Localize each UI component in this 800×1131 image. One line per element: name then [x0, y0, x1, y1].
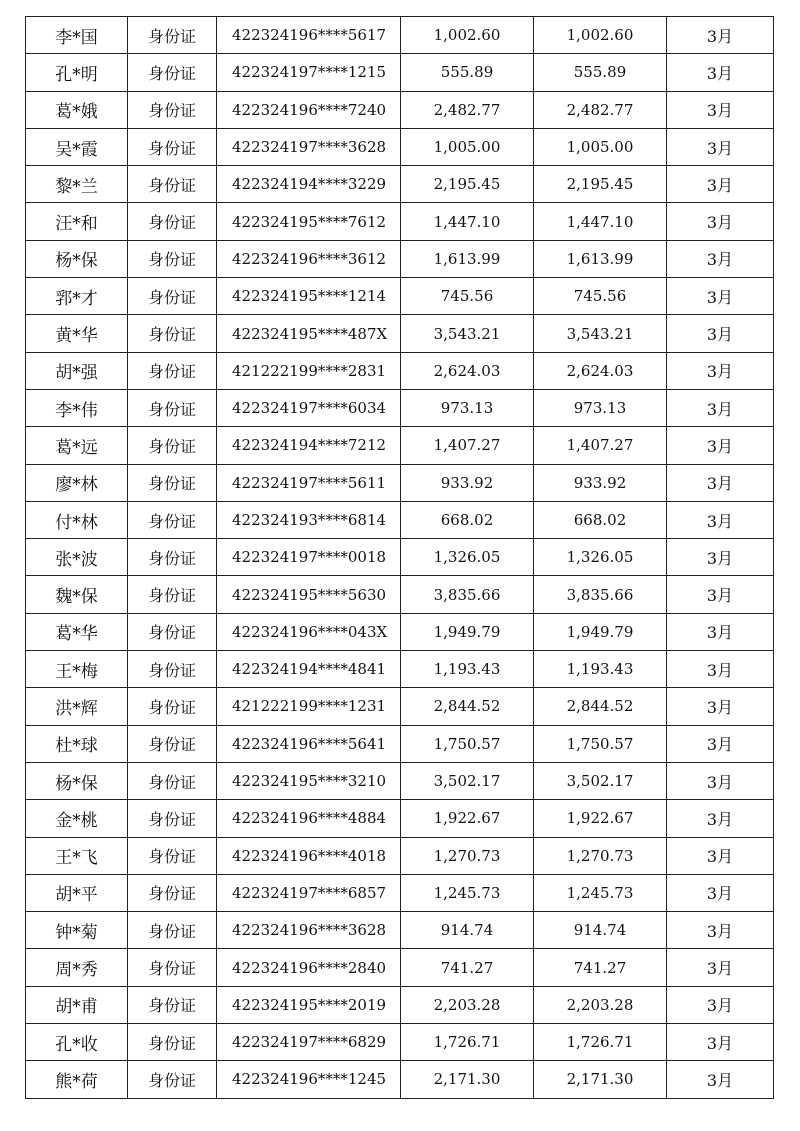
- amount-cell: 1,407.27: [401, 427, 534, 464]
- month-cell: 3月: [667, 576, 774, 613]
- month-cell: 3月: [667, 54, 774, 91]
- id-number-cell: 422324196****4884: [217, 800, 401, 837]
- table-row: [26, 91, 774, 128]
- amount-cell: 1,726.71: [401, 1024, 534, 1061]
- id-type-cell: 身份证: [128, 539, 217, 576]
- amount-cell: 1,002.60: [534, 17, 667, 54]
- name-cell: 胡*平: [26, 874, 128, 911]
- id-number-cell: 422324195****7612: [217, 203, 401, 240]
- amount-cell: 914.74: [534, 912, 667, 949]
- table-row: [26, 315, 774, 352]
- id-type-cell: 身份证: [128, 166, 217, 203]
- id-number-cell: 422324193****6814: [217, 501, 401, 538]
- name-cell: 孔*收: [26, 1024, 128, 1061]
- name-cell: 钟*菊: [26, 912, 128, 949]
- id-type-cell: 身份证: [128, 837, 217, 874]
- month-cell: 3月: [667, 464, 774, 501]
- table-row: [26, 54, 774, 91]
- table-row: [26, 501, 774, 538]
- id-number-cell: 422324195****5630: [217, 576, 401, 613]
- amount-cell: 973.13: [401, 389, 534, 426]
- amount-cell: 2,844.52: [401, 688, 534, 725]
- name-cell: 廖*林: [26, 464, 128, 501]
- month-cell: 3月: [667, 651, 774, 688]
- table-row: [26, 874, 774, 911]
- id-number-cell: 422324196****5641: [217, 725, 401, 762]
- table-row: [26, 1061, 774, 1098]
- id-type-cell: 身份证: [128, 949, 217, 986]
- name-cell: 王*飞: [26, 837, 128, 874]
- id-type-cell: 身份证: [128, 613, 217, 650]
- table-row: [26, 278, 774, 315]
- table-row: [26, 725, 774, 762]
- name-cell: 孔*明: [26, 54, 128, 91]
- id-type-cell: 身份证: [128, 128, 217, 165]
- name-cell: 葛*娥: [26, 91, 128, 128]
- amount-cell: 2,203.28: [401, 986, 534, 1023]
- month-cell: 3月: [667, 725, 774, 762]
- name-cell: 汪*和: [26, 203, 128, 240]
- amount-cell: 1,922.67: [401, 800, 534, 837]
- id-type-cell: 身份证: [128, 912, 217, 949]
- amount-cell: 741.27: [401, 949, 534, 986]
- name-cell: 洪*辉: [26, 688, 128, 725]
- amount-cell: 933.92: [534, 464, 667, 501]
- amount-cell: 555.89: [534, 54, 667, 91]
- id-number-cell: 422324197****5611: [217, 464, 401, 501]
- amount-cell: 1,005.00: [534, 128, 667, 165]
- id-number-cell: 422324195****3210: [217, 762, 401, 799]
- table-row: [26, 240, 774, 277]
- name-cell: 李*国: [26, 17, 128, 54]
- amount-cell: 1,193.43: [534, 651, 667, 688]
- table-row: [26, 949, 774, 986]
- month-cell: 3月: [667, 278, 774, 315]
- month-cell: 3月: [667, 1024, 774, 1061]
- table-row: [26, 837, 774, 874]
- month-cell: 3月: [667, 800, 774, 837]
- id-type-cell: 身份证: [128, 17, 217, 54]
- table-row: [26, 128, 774, 165]
- amount-cell: 1,193.43: [401, 651, 534, 688]
- id-type-cell: 身份证: [128, 576, 217, 613]
- table-row: [26, 352, 774, 389]
- month-cell: 3月: [667, 1061, 774, 1098]
- id-number-cell: 422324197****6857: [217, 874, 401, 911]
- id-number-cell: 422324197****6034: [217, 389, 401, 426]
- id-number-cell: 422324196****043X: [217, 613, 401, 650]
- name-cell: 金*桃: [26, 800, 128, 837]
- amount-cell: 3,835.66: [401, 576, 534, 613]
- table-row: [26, 17, 774, 54]
- table-row: [26, 1024, 774, 1061]
- id-number-cell: 422324194****3229: [217, 166, 401, 203]
- id-number-cell: 422324196****3612: [217, 240, 401, 277]
- month-cell: 3月: [667, 949, 774, 986]
- amount-cell: 1,447.10: [401, 203, 534, 240]
- id-type-cell: 身份证: [128, 278, 217, 315]
- id-number-cell: 422324194****7212: [217, 427, 401, 464]
- id-type-cell: 身份证: [128, 315, 217, 352]
- amount-cell: 2,624.03: [401, 352, 534, 389]
- name-cell: 杨*保: [26, 240, 128, 277]
- id-number-cell: 422324196****5617: [217, 17, 401, 54]
- table-row: [26, 651, 774, 688]
- name-cell: 胡*甫: [26, 986, 128, 1023]
- id-type-cell: 身份证: [128, 874, 217, 911]
- amount-cell: 2,624.03: [534, 352, 667, 389]
- month-cell: 3月: [667, 352, 774, 389]
- amount-cell: 741.27: [534, 949, 667, 986]
- payment-table-container: [25, 16, 774, 1099]
- month-cell: 3月: [667, 389, 774, 426]
- table-row: [26, 986, 774, 1023]
- amount-cell: 555.89: [401, 54, 534, 91]
- month-cell: 3月: [667, 166, 774, 203]
- amount-cell: 2,171.30: [534, 1061, 667, 1098]
- amount-cell: 1,613.99: [401, 240, 534, 277]
- name-cell: 杨*保: [26, 762, 128, 799]
- name-cell: 熊*荷: [26, 1061, 128, 1098]
- amount-cell: 3,835.66: [534, 576, 667, 613]
- amount-cell: 1,270.73: [534, 837, 667, 874]
- amount-cell: 668.02: [534, 501, 667, 538]
- amount-cell: 1,613.99: [534, 240, 667, 277]
- table-row: [26, 464, 774, 501]
- table-row: [26, 800, 774, 837]
- id-number-cell: 422324196****4018: [217, 837, 401, 874]
- amount-cell: 745.56: [401, 278, 534, 315]
- month-cell: 3月: [667, 240, 774, 277]
- name-cell: 李*伟: [26, 389, 128, 426]
- amount-cell: 933.92: [401, 464, 534, 501]
- table-row: [26, 688, 774, 725]
- id-number-cell: 422324194****4841: [217, 651, 401, 688]
- payment-table: [25, 16, 774, 1099]
- id-number-cell: 422324197****3628: [217, 128, 401, 165]
- month-cell: 3月: [667, 539, 774, 576]
- id-type-cell: 身份证: [128, 1061, 217, 1098]
- month-cell: 3月: [667, 912, 774, 949]
- table-row: [26, 427, 774, 464]
- id-type-cell: 身份证: [128, 464, 217, 501]
- amount-cell: 1,750.57: [401, 725, 534, 762]
- id-type-cell: 身份证: [128, 651, 217, 688]
- amount-cell: 3,543.21: [534, 315, 667, 352]
- month-cell: 3月: [667, 315, 774, 352]
- id-number-cell: 422324195****487X: [217, 315, 401, 352]
- id-type-cell: 身份证: [128, 501, 217, 538]
- amount-cell: 2,195.45: [401, 166, 534, 203]
- id-type-cell: 身份证: [128, 240, 217, 277]
- name-cell: 吴*霞: [26, 128, 128, 165]
- name-cell: 魏*保: [26, 576, 128, 613]
- month-cell: 3月: [667, 427, 774, 464]
- name-cell: 王*梅: [26, 651, 128, 688]
- month-cell: 3月: [667, 128, 774, 165]
- id-number-cell: 422324196****1245: [217, 1061, 401, 1098]
- month-cell: 3月: [667, 91, 774, 128]
- name-cell: 周*秀: [26, 949, 128, 986]
- month-cell: 3月: [667, 874, 774, 911]
- id-number-cell: 422324195****2019: [217, 986, 401, 1023]
- month-cell: 3月: [667, 203, 774, 240]
- id-number-cell: 422324197****0018: [217, 539, 401, 576]
- id-number-cell: 422324195****1214: [217, 278, 401, 315]
- amount-cell: 2,203.28: [534, 986, 667, 1023]
- amount-cell: 914.74: [401, 912, 534, 949]
- amount-cell: 1,726.71: [534, 1024, 667, 1061]
- id-type-cell: 身份证: [128, 91, 217, 128]
- amount-cell: 2,171.30: [401, 1061, 534, 1098]
- table-row: [26, 762, 774, 799]
- id-type-cell: 身份证: [128, 427, 217, 464]
- id-type-cell: 身份证: [128, 203, 217, 240]
- id-type-cell: 身份证: [128, 54, 217, 91]
- amount-cell: 1,407.27: [534, 427, 667, 464]
- month-cell: 3月: [667, 688, 774, 725]
- amount-cell: 745.56: [534, 278, 667, 315]
- amount-cell: 1,245.73: [534, 874, 667, 911]
- amount-cell: 1,447.10: [534, 203, 667, 240]
- id-type-cell: 身份证: [128, 352, 217, 389]
- amount-cell: 668.02: [401, 501, 534, 538]
- table-row: [26, 389, 774, 426]
- id-type-cell: 身份证: [128, 762, 217, 799]
- id-number-cell: 422324196****2840: [217, 949, 401, 986]
- name-cell: 付*林: [26, 501, 128, 538]
- id-type-cell: 身份证: [128, 389, 217, 426]
- name-cell: 葛*华: [26, 613, 128, 650]
- name-cell: 黎*兰: [26, 166, 128, 203]
- amount-cell: 3,502.17: [534, 762, 667, 799]
- table-row: [26, 166, 774, 203]
- table-row: [26, 576, 774, 613]
- id-type-cell: 身份证: [128, 688, 217, 725]
- id-number-cell: 422324197****6829: [217, 1024, 401, 1061]
- id-number-cell: 422324197****1215: [217, 54, 401, 91]
- amount-cell: 1,326.05: [401, 539, 534, 576]
- name-cell: 黄*华: [26, 315, 128, 352]
- month-cell: 3月: [667, 762, 774, 799]
- id-type-cell: 身份证: [128, 1024, 217, 1061]
- amount-cell: 2,195.45: [534, 166, 667, 203]
- name-cell: 葛*远: [26, 427, 128, 464]
- table-row: [26, 613, 774, 650]
- month-cell: 3月: [667, 986, 774, 1023]
- amount-cell: 1,002.60: [401, 17, 534, 54]
- name-cell: 郛*才: [26, 278, 128, 315]
- month-cell: 3月: [667, 17, 774, 54]
- table-row: [26, 203, 774, 240]
- id-type-cell: 身份证: [128, 986, 217, 1023]
- id-type-cell: 身份证: [128, 725, 217, 762]
- amount-cell: 2,482.77: [401, 91, 534, 128]
- id-number-cell: 421222199****1231: [217, 688, 401, 725]
- amount-cell: 1,750.57: [534, 725, 667, 762]
- amount-cell: 2,844.52: [534, 688, 667, 725]
- amount-cell: 1,326.05: [534, 539, 667, 576]
- amount-cell: 1,922.67: [534, 800, 667, 837]
- amount-cell: 1,949.79: [401, 613, 534, 650]
- month-cell: 3月: [667, 613, 774, 650]
- table-row: [26, 539, 774, 576]
- table-row: [26, 912, 774, 949]
- name-cell: 张*波: [26, 539, 128, 576]
- id-type-cell: 身份证: [128, 800, 217, 837]
- id-number-cell: 422324196****7240: [217, 91, 401, 128]
- month-cell: 3月: [667, 837, 774, 874]
- name-cell: 杜*球: [26, 725, 128, 762]
- name-cell: 胡*强: [26, 352, 128, 389]
- id-number-cell: 421222199****2831: [217, 352, 401, 389]
- amount-cell: 1,005.00: [401, 128, 534, 165]
- amount-cell: 1,245.73: [401, 874, 534, 911]
- month-cell: 3月: [667, 501, 774, 538]
- table-body: [26, 17, 774, 1099]
- amount-cell: 973.13: [534, 389, 667, 426]
- amount-cell: 1,949.79: [534, 613, 667, 650]
- amount-cell: 3,502.17: [401, 762, 534, 799]
- amount-cell: 3,543.21: [401, 315, 534, 352]
- id-number-cell: 422324196****3628: [217, 912, 401, 949]
- amount-cell: 1,270.73: [401, 837, 534, 874]
- amount-cell: 2,482.77: [534, 91, 667, 128]
